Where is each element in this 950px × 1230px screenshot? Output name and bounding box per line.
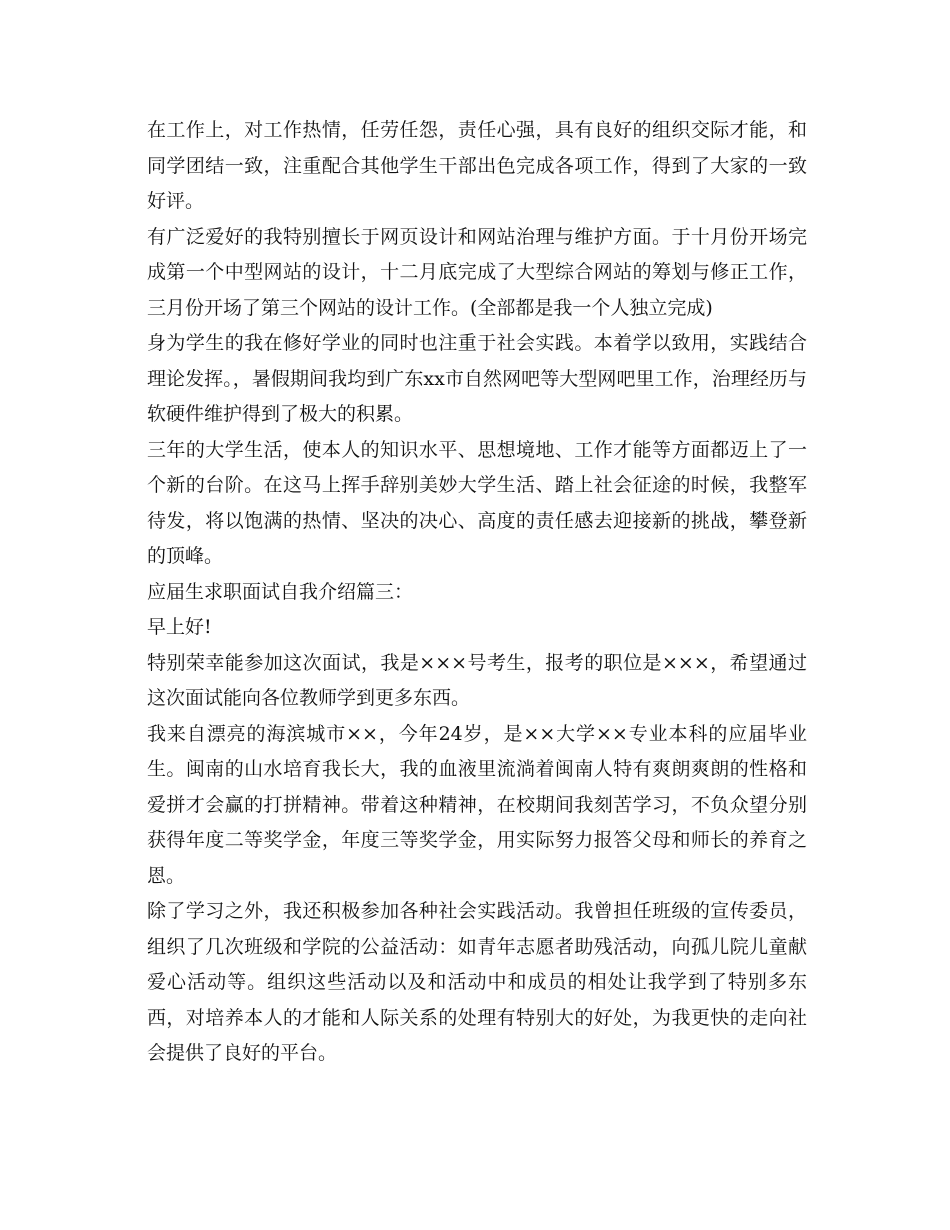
paragraph-interview-intro: 特别荣幸能参加这次面试，我是×××号考生，报考的职位是×××，希望通过这次面试能向各位教师学到更多东西。 [147, 651, 807, 709]
paragraph-background: 我来自漂亮的海滨城市××，今年24岁，是××大学××专业本科的应届毕业生。闽南的山水培育我长大，我的血液里流淌着闽南人特有爽朗爽朗的性格和爱拼才会赢的打拼精神。带着这种精神，在校期间我刻苦学习，不负众望分别获得年度二等奖学金，年度三等奖学金，用实际努力报答父母和师长的养育之恩。 [147, 722, 807, 887]
paragraph-work-attitude: 在工作上，对工作热情，任劳任怨，责任心强，具有良好的组织交际才能，和同学团结一致，注重配合其他学生干部出色完成各项工作，得到了大家的一致好评。 [147, 119, 807, 212]
document-page [147, 113, 807, 1072]
paragraph-web-design: 有广泛爱好的我特别擅长于网页设计和网站治理与维护方面。于十月份开场完成第一个中型网站的设计，十二月底完成了大型综合网站的筹划与修正工作，三月份开场了第三个网站的设计工作。(全部都是我一个人独立完成) [147, 225, 807, 319]
greeting: 早上好! [147, 616, 212, 638]
paragraph-activities: 除了学习之外，我还积极参加各种社会实践活动。我曾担任班级的宣传委员，组织了几次班级和学院的公益活动：如青年志愿者助残活动，向孤儿院儿童献爱心活动等。组织这些活动以及和活动中和成员的相处让我学到了特别多东西，对培养本人的才能和人际关系的处理有特别大的好处，为我更快的走向社会提供了良好的平台。 [147, 900, 807, 1064]
paragraph-university-life: 三年的大学生活，使本人的知识水平、思想境地、工作才能等方面都迈上了一个新的台阶。在这马上挥手辞别美妙大学生活、踏上社会征途的时候，我整军待发，将以饱满的热情、坚决的决心、高度的责任感去迎接新的挑战，攀登新的顶峰。 [147, 438, 807, 567]
section-heading: 应届生求职面试自我介绍篇三： [147, 580, 414, 603]
paragraph-social-practice: 身为学生的我在修好学业的同时也注重于社会实践。本着学以致用，实践结合理论发挥。，暑假期间我均到广东xx市自然网吧等大型网吧里工作，治理经历与软硬件维护得到了极大的积累。 [147, 332, 807, 425]
